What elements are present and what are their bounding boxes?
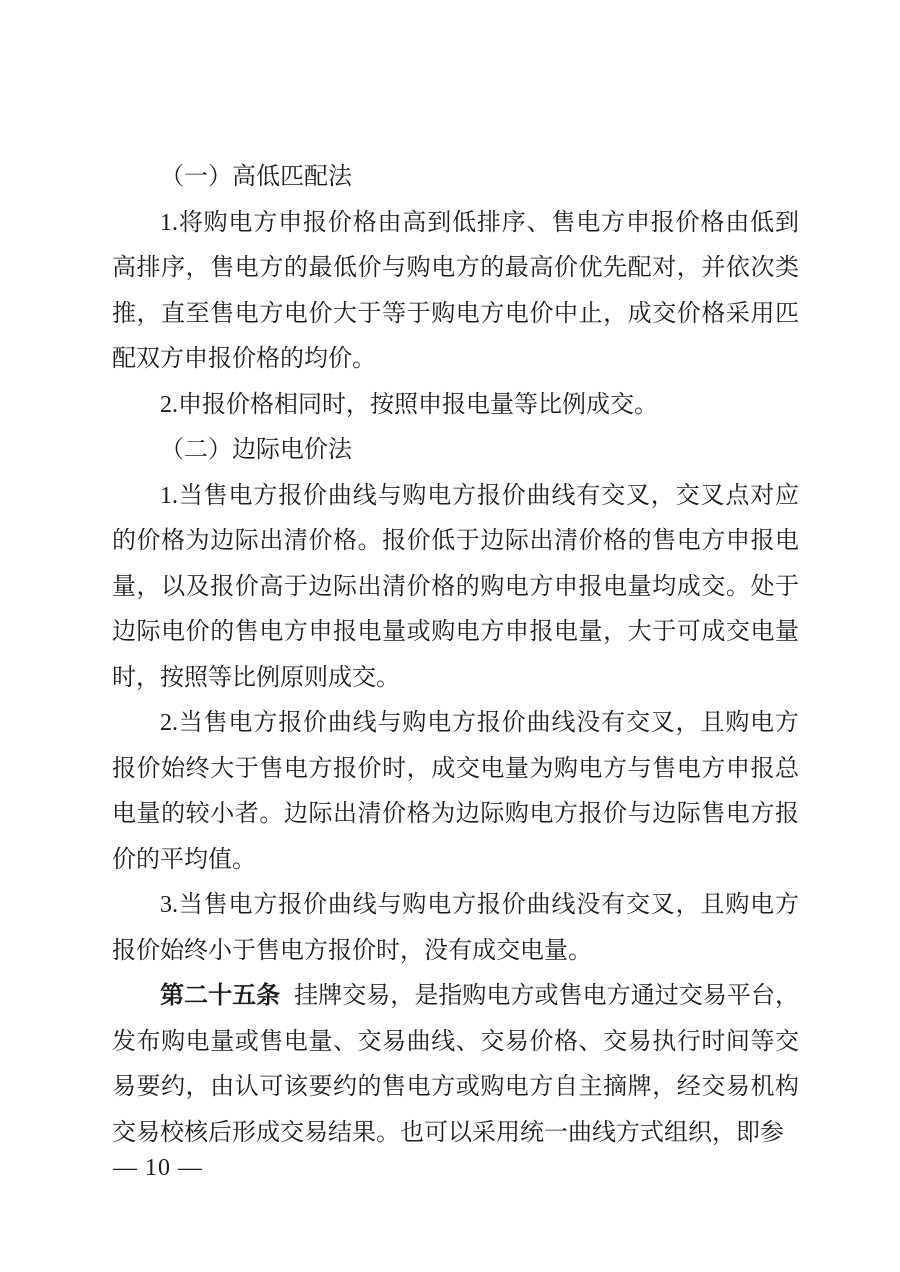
paragraph-method2-rule2: 2.当售电方报价曲线与购电方报价曲线没有交叉，且购电方报价始终大于售电方报价时，成交电量为购电方与售电方申报总电量的较小者。边际出清价格为边际购电方报价与边际售电方报价的平均值。 [112,710,799,873]
article-text: 挂牌交易，是指购电方或售电方通过交易平台，发布购电量或售电量、交易曲线、交易价格、交易执行时间等交易要约，由认可该要约的售电方或购电方自主摘牌，经交易机构交易校核后形成交易结果。也可以采用统一曲线方式组织，即参 [112,983,799,1146]
document-body [112,155,799,1156]
paragraph-method1-rule2: 2.申报价格相同时，按照申报电量等比例成交。 [160,391,658,418]
page-number: — 10 — [113,1155,203,1181]
paragraph-article-25 [112,974,799,1156]
paragraph-method2-rule1: 1.当售电方报价曲线与购电方报价曲线有交叉，交叉点对应的价格为边际出清价格。报价低于边际出清价格的售电方申报电量，以及报价高于边际出清价格的购电方申报电量均成交。处于边际电价的售电方申报电量或购电方申报电量，大于可成交电量时，按照等比例原则成交。 [112,482,799,691]
heading-method-2: （二）边际电价法 [160,437,352,463]
paragraph-method1-rule1: 1.将购电方申报价格由高到低排序、售电方申报价格由低到高排序，售电方的最低价与购电方的最高价优先配对，并依次类推，直至售电方电价大于等于购电方电价中止，成交价格采用匹配双方申报价格的均价。 [112,209,799,372]
article-number: 第二十五条 [160,983,281,1009]
heading-method-1: （一）高低匹配法 [160,164,352,190]
page-footer [113,1146,203,1192]
paragraph-method2-rule3: 3.当售电方报价曲线与购电方报价曲线没有交叉，且购电方报价始终小于售电方报价时，没有成交电量。 [112,892,799,964]
